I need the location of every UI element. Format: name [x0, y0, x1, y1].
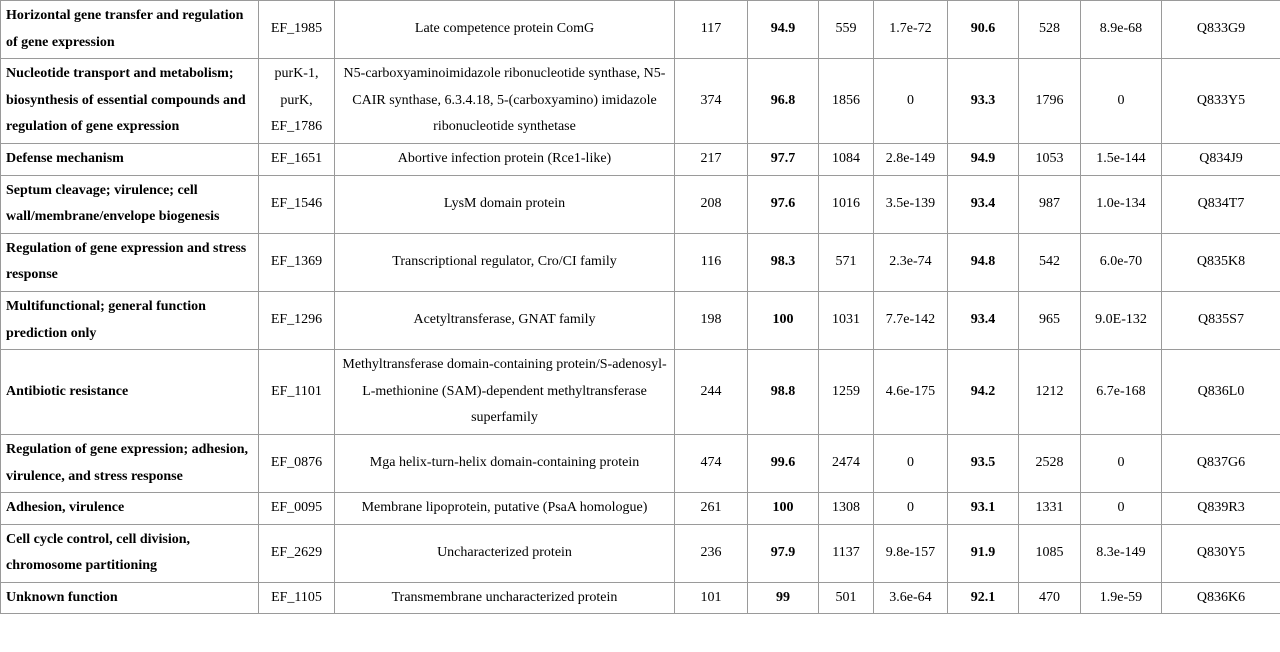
- score-cell: 1016: [819, 175, 874, 233]
- gene-id-cell: EF_0876: [259, 434, 335, 492]
- protein-name-cell: Late competence protein ComG: [335, 1, 675, 59]
- function-cell: Septum cleavage; virulence; cell wall/membrane/envelope biogenesis: [1, 175, 259, 233]
- length-cell: 261: [675, 493, 748, 525]
- function-cell: Multifunctional; general function prediction only: [1, 291, 259, 349]
- function-cell: Antibiotic resistance: [1, 350, 259, 435]
- function-cell: Cell cycle control, cell division, chromosome partitioning: [1, 524, 259, 582]
- score-cell: 2528: [1019, 434, 1081, 492]
- identity-cell: 99: [748, 582, 819, 614]
- length-cell: 374: [675, 59, 748, 144]
- table-row: [1, 524, 1280, 582]
- evalue-cell: 3.6e-64: [874, 582, 948, 614]
- identity-cell: 93.5: [948, 434, 1019, 492]
- evalue-cell: 1.5e-144: [1081, 143, 1162, 175]
- score-cell: 1053: [1019, 143, 1081, 175]
- evalue-cell: 2.8e-149: [874, 143, 948, 175]
- score-cell: 965: [1019, 291, 1081, 349]
- function-cell: Nucleotide transport and metabolism; biosynthesis of essential compounds and regulation of gene expression: [1, 59, 259, 144]
- score-cell: 1031: [819, 291, 874, 349]
- evalue-cell: 1.7e-72: [874, 1, 948, 59]
- accession-cell: Q836L0: [1162, 350, 1280, 435]
- function-cell: Unknown function: [1, 582, 259, 614]
- evalue-cell: 0: [1081, 434, 1162, 492]
- length-cell: 217: [675, 143, 748, 175]
- identity-cell: 91.9: [948, 524, 1019, 582]
- table-row: [1, 493, 1280, 525]
- score-cell: 1796: [1019, 59, 1081, 144]
- identity-cell: 100: [748, 493, 819, 525]
- identity-cell: 99.6: [748, 434, 819, 492]
- length-cell: 244: [675, 350, 748, 435]
- identity-cell: 90.6: [948, 1, 1019, 59]
- accession-cell: Q835K8: [1162, 233, 1280, 291]
- table-row: [1, 233, 1280, 291]
- accession-cell: Q834J9: [1162, 143, 1280, 175]
- evalue-cell: 4.6e-175: [874, 350, 948, 435]
- score-cell: 528: [1019, 1, 1081, 59]
- identity-cell: 94.8: [948, 233, 1019, 291]
- length-cell: 116: [675, 233, 748, 291]
- score-cell: 1137: [819, 524, 874, 582]
- evalue-cell: 3.5e-139: [874, 175, 948, 233]
- evalue-cell: 9.0E-132: [1081, 291, 1162, 349]
- identity-cell: 100: [748, 291, 819, 349]
- evalue-cell: 0: [874, 434, 948, 492]
- score-cell: 1212: [1019, 350, 1081, 435]
- accession-cell: Q834T7: [1162, 175, 1280, 233]
- identity-cell: 94.9: [948, 143, 1019, 175]
- table-row: [1, 59, 1280, 144]
- evalue-cell: 8.9e-68: [1081, 1, 1162, 59]
- evalue-cell: 2.3e-74: [874, 233, 948, 291]
- protein-name-cell: Mga helix-turn-helix domain-containing protein: [335, 434, 675, 492]
- function-cell: Adhesion, virulence: [1, 493, 259, 525]
- identity-cell: 97.7: [748, 143, 819, 175]
- table-row: [1, 291, 1280, 349]
- gene-id-cell: EF_1296: [259, 291, 335, 349]
- evalue-cell: 6.0e-70: [1081, 233, 1162, 291]
- accession-cell: Q837G6: [1162, 434, 1280, 492]
- score-cell: 1856: [819, 59, 874, 144]
- protein-name-cell: N5-carboxyaminoimidazole ribonucleotide synthase, N5-CAIR synthase, 6.3.4.18, 5-(carboxyamino) imidazole ribonucleotide synthetase: [335, 59, 675, 144]
- evalue-cell: 0: [1081, 59, 1162, 144]
- score-cell: 501: [819, 582, 874, 614]
- accession-cell: Q835S7: [1162, 291, 1280, 349]
- score-cell: 1259: [819, 350, 874, 435]
- identity-cell: 98.8: [748, 350, 819, 435]
- protein-name-cell: Membrane lipoprotein, putative (PsaA homologue): [335, 493, 675, 525]
- score-cell: 987: [1019, 175, 1081, 233]
- table-row: [1, 143, 1280, 175]
- identity-cell: 92.1: [948, 582, 1019, 614]
- gene-id-cell: EF_0095: [259, 493, 335, 525]
- evalue-cell: 1.9e-59: [1081, 582, 1162, 614]
- accession-cell: Q833G9: [1162, 1, 1280, 59]
- accession-cell: Q833Y5: [1162, 59, 1280, 144]
- function-cell: Regulation of gene expression and stress response: [1, 233, 259, 291]
- score-cell: 470: [1019, 582, 1081, 614]
- score-cell: 2474: [819, 434, 874, 492]
- protein-name-cell: Transmembrane uncharacterized protein: [335, 582, 675, 614]
- length-cell: 117: [675, 1, 748, 59]
- protein-name-cell: Acetyltransferase, GNAT family: [335, 291, 675, 349]
- gene-id-cell: EF_1369: [259, 233, 335, 291]
- gene-id-cell: EF_2629: [259, 524, 335, 582]
- gene-id-cell: purK-1, purK, EF_1786: [259, 59, 335, 144]
- score-cell: 542: [1019, 233, 1081, 291]
- accession-cell: Q830Y5: [1162, 524, 1280, 582]
- protein-name-cell: Uncharacterized protein: [335, 524, 675, 582]
- score-cell: 571: [819, 233, 874, 291]
- table-row: [1, 434, 1280, 492]
- identity-cell: 97.9: [748, 524, 819, 582]
- score-cell: 1331: [1019, 493, 1081, 525]
- accession-cell: Q839R3: [1162, 493, 1280, 525]
- identity-cell: 93.4: [948, 175, 1019, 233]
- identity-cell: 98.3: [748, 233, 819, 291]
- identity-cell: 93.1: [948, 493, 1019, 525]
- evalue-cell: 0: [874, 493, 948, 525]
- table-body: [1, 1, 1280, 614]
- identity-cell: 96.8: [748, 59, 819, 144]
- score-cell: 1084: [819, 143, 874, 175]
- table-row: [1, 350, 1280, 435]
- gene-id-cell: EF_1101: [259, 350, 335, 435]
- evalue-cell: 0: [874, 59, 948, 144]
- table-row: [1, 175, 1280, 233]
- protein-name-cell: Transcriptional regulator, Cro/CI family: [335, 233, 675, 291]
- table-row: [1, 1, 1280, 59]
- evalue-cell: 0: [1081, 493, 1162, 525]
- length-cell: 198: [675, 291, 748, 349]
- accession-cell: Q836K6: [1162, 582, 1280, 614]
- identity-cell: 93.4: [948, 291, 1019, 349]
- protein-name-cell: Methyltransferase domain-containing protein/S-adenosyl-L-methionine (SAM)-dependent methyltransferase superfamily: [335, 350, 675, 435]
- identity-cell: 94.2: [948, 350, 1019, 435]
- length-cell: 101: [675, 582, 748, 614]
- evalue-cell: 7.7e-142: [874, 291, 948, 349]
- score-cell: 1308: [819, 493, 874, 525]
- gene-id-cell: EF_1105: [259, 582, 335, 614]
- length-cell: 208: [675, 175, 748, 233]
- gene-id-cell: EF_1985: [259, 1, 335, 59]
- function-cell: Horizontal gene transfer and regulation of gene expression: [1, 1, 259, 59]
- evalue-cell: 8.3e-149: [1081, 524, 1162, 582]
- table-row: [1, 582, 1280, 614]
- length-cell: 474: [675, 434, 748, 492]
- evalue-cell: 1.0e-134: [1081, 175, 1162, 233]
- score-cell: 1085: [1019, 524, 1081, 582]
- gene-id-cell: EF_1546: [259, 175, 335, 233]
- protein-name-cell: LysM domain protein: [335, 175, 675, 233]
- evalue-cell: 9.8e-157: [874, 524, 948, 582]
- gene-id-cell: EF_1651: [259, 143, 335, 175]
- function-cell: Regulation of gene expression; adhesion, virulence, and stress response: [1, 434, 259, 492]
- score-cell: 559: [819, 1, 874, 59]
- evalue-cell: 6.7e-168: [1081, 350, 1162, 435]
- identity-cell: 94.9: [748, 1, 819, 59]
- identity-cell: 93.3: [948, 59, 1019, 144]
- function-cell: Defense mechanism: [1, 143, 259, 175]
- protein-name-cell: Abortive infection protein (Rce1-like): [335, 143, 675, 175]
- length-cell: 236: [675, 524, 748, 582]
- identity-cell: 97.6: [748, 175, 819, 233]
